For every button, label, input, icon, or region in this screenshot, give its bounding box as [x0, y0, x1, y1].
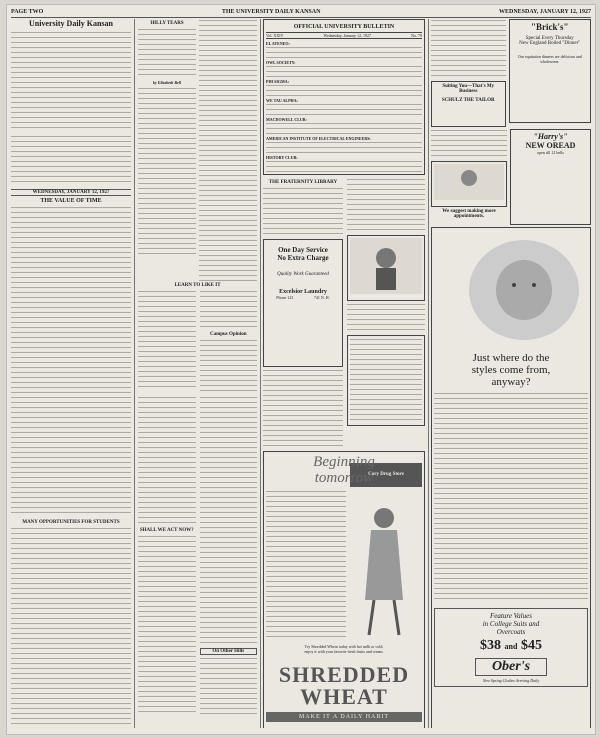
staff-box: [11, 31, 131, 131]
obers-clothing-ad: [431, 227, 591, 728]
editorial-body-2: [11, 527, 131, 727]
bulletin-notice-title: HISTORY CLUB:: [266, 155, 298, 160]
newspaper-page: [6, 4, 596, 735]
barber-sketch: [434, 164, 504, 200]
obers-tagline: New Spring Clothes Arriving Daily: [482, 678, 540, 683]
price-low: $38: [480, 638, 502, 653]
bulletin-notice-text: [266, 65, 422, 77]
bulletin-notice-text: [266, 122, 422, 134]
one-day-service-ad: [263, 239, 343, 367]
bricks-ad: [509, 19, 591, 123]
publication-info: [11, 135, 131, 185]
bulletin-notice-text: [266, 160, 422, 172]
cory-drug-ad: [347, 335, 425, 477]
bricks-dinner: New England Boiled "Dinner": [519, 41, 581, 46]
bulletin-notices: [266, 41, 422, 172]
wordmark-shredded: SHREDDED: [278, 662, 410, 687]
other-hills-header: On Other Hills: [200, 648, 258, 655]
feature-suits: in College Suits and: [482, 620, 540, 628]
fraternity-library-title: THE FRATERNITY LIBRARY: [268, 180, 338, 185]
verse-byline: by Elizabeth Bell: [153, 80, 181, 85]
learn-section: [138, 281, 257, 728]
bulletin-notice-title: MACDOWELL CLUB:: [266, 117, 307, 122]
bulletin-notice-title: AMERICAN INSTITUTE OF ELECTRICAL ENGINEERS:: [266, 136, 371, 141]
shall-we-act-title: SHALL WE ACT NOW?: [139, 528, 194, 533]
bulletin-column: [263, 19, 425, 728]
editorial-title: THE VALUE OF TIME: [40, 198, 102, 204]
ad-caption: Try Shredded Wheat today with hot milk or cold, enjoy it with your favorite fresh fruits and cream.: [304, 644, 384, 654]
editorial-title-2: MANY OPPORTUNITIES FOR STUDENTS: [22, 520, 120, 525]
laundry-name: Excelsior Laundry: [279, 289, 327, 295]
schulz-tailor-ad: [431, 81, 506, 127]
cartoon-ad: [347, 235, 425, 301]
verse-title: HILLY TEARS: [150, 21, 184, 26]
wordmark-wheat: WHEAT: [300, 684, 388, 709]
shredded-wheat-ad: [263, 451, 425, 728]
bulletin-dateline: Vol. XXIV Wednesday, January 12, 1927 No. 79: [266, 33, 422, 38]
schulz-name: SCHULZ THE TAILOR: [441, 98, 495, 103]
masthead: [11, 7, 591, 18]
ad-line-2: No Extra Charge: [277, 254, 329, 262]
feature-values: Feature Values: [490, 612, 532, 620]
editorial-column: [11, 19, 131, 728]
column-text: [138, 87, 196, 257]
ad-slogan: MAKE IT A DAILY HABIT: [266, 712, 422, 722]
ad-headline-1: Beginning: [313, 454, 375, 470]
feature-overcoats: Overcoats: [496, 628, 526, 636]
bulletin-notice-title: EL ATENEO:: [266, 41, 290, 46]
harrys-place: NEW OREAD: [525, 141, 576, 150]
bricks-name: "Brick's": [531, 22, 569, 32]
ad-line-3: Quality Work Guaranteed: [277, 272, 329, 277]
page-number: PAGE TWO: [11, 9, 44, 15]
harrys-name: "Harry's": [533, 132, 568, 141]
issue-date: WEDNESDAY, JANUARY 12, 1927: [499, 9, 591, 15]
harrys-hours: open till 12 bells: [537, 150, 564, 155]
bulletin-notice-title: OWL SOCIETY:: [266, 60, 296, 65]
laundry-phone: Phone 123: [276, 295, 294, 300]
barber-illustration: [350, 238, 422, 294]
bulletin-notice-text: [266, 84, 422, 96]
column-text-2: [199, 19, 257, 281]
ad-prices: $38 and $45: [480, 638, 542, 653]
paper-nameplate: University Daily Kansan: [28, 19, 113, 28]
bulletin-notice-text: [266, 103, 422, 115]
ad-line-1: One Day Service: [278, 246, 328, 254]
ad-headline-a: Just where do the: [472, 352, 550, 364]
ad-headline-c: anyway?: [491, 376, 531, 388]
barber-ad: [431, 161, 507, 207]
lion-illustration: [434, 230, 588, 345]
ad-headline-b: styles come from,: [471, 364, 551, 376]
learn-title: LEARN TO LIKE IT: [174, 283, 221, 288]
newspaper-title: THE UNIVERSITY DAILY KANSAN: [221, 9, 321, 15]
bricks-special: Special Every Thursday: [525, 36, 574, 41]
bulletin-title: OFFICIAL UNIVERSITY BULLETIN: [293, 24, 395, 30]
obers-logo: Ober's: [475, 658, 547, 676]
campus-opinion-header: Campus Opinion: [209, 332, 247, 337]
woman-illustration: [349, 490, 419, 640]
bulletin-notice-text: [266, 46, 422, 58]
editorial-dateline: WEDNESDAY, JANUARY 12, 1927: [11, 189, 131, 196]
barber-note: We suggest making more appointments.: [442, 209, 496, 219]
editorial-body: [11, 206, 131, 516]
schulz-slogan: Suiting You—That's My Business: [442, 84, 495, 94]
bulletin-notice-title: WE TAU ALPHA:: [266, 98, 298, 103]
bricks-note: Our equitation dinners are delicious and wholesome.: [517, 54, 582, 64]
bulletin-notice-text: [266, 141, 422, 153]
advertising-column: [431, 19, 591, 728]
harrys-ad: [510, 129, 591, 225]
verse-body: [138, 28, 196, 78]
laundry-address: 741 N. H.: [313, 295, 330, 300]
cory-drug-sign: Cory Drug Store: [350, 463, 422, 487]
price-high: $45: [520, 638, 542, 653]
ad-headline-2: tomorrow: [314, 470, 374, 486]
bulletin-notice-title: PHI SIGMA:: [266, 79, 289, 84]
